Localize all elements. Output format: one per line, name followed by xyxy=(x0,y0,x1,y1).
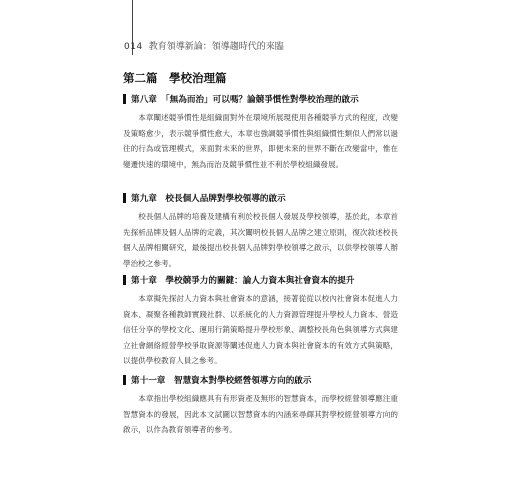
chapter-summary: 本章擬先探討人力資本與社會資本的意涵，接著從從以校內社會資本促進人力資本、凝聚各種教師實踐社群、以系統化的人力資源管理提升學校人力資本、營造信任分享的學校文化、運用行銷策略提升學校形象、調整校長角色與領導方式與建立社會網絡經營學校爭取資源等闡述促進人力資本與社會資本的有效方式與策略，以提供學校教育人員之參考。 xyxy=(123,294,398,366)
chapter-heading xyxy=(123,374,398,386)
chapter-heading xyxy=(123,192,398,204)
chapter-summary: 校長個人品牌的培養及建構有利於校長個人發展及學校領導，基於此，本章首先探析品牌及個人品牌的定義，其次闡明校長個人品牌之建立原則，復次敘述校長個人品牌相關研究，最後提出校長個人品牌對學校領導之啟示，以供學校領導人辦學治校之參考。 xyxy=(123,212,398,268)
chapter-section-8 xyxy=(123,93,398,172)
chapter-heading-text: 第十章 學校競爭力的關鍵：論人力資本與社會資本的提升 xyxy=(131,276,355,286)
chapter-summary: 本章指出學校組織應具有有形資產及無形的智慧資本，而學校經營領導應注重智慧資本的發展，因此本文試圖以智慧資本的內涵來尋繹其對學校經營領導方向的啟示，以作為教育領導者的參考。 xyxy=(123,394,398,435)
heading-bar-icon xyxy=(123,193,126,203)
part-title: 第二篇 學校治理篇 xyxy=(123,71,227,85)
chapter-heading xyxy=(123,93,398,105)
chapter-heading-text: 第九章 校長個人品牌對學校領導的啟示 xyxy=(131,194,286,204)
heading-bar-icon xyxy=(123,375,126,385)
chapter-heading-text: 第八章 「無為而治」可以嗎？論競爭慣性對學校治理的啟示 xyxy=(131,95,359,105)
page-number: 014 xyxy=(124,42,143,52)
book-title: 教育領導新論：領導趨時代的來臨 xyxy=(148,42,284,52)
chapter-section-9 xyxy=(123,192,398,271)
heading-bar-icon xyxy=(123,275,126,285)
running-header xyxy=(124,39,284,52)
chapter-summary: 本章闡述競爭慣性是組織面對外在環境所展現使用各種競爭方式的程度，改變及策略愈少，表示競爭慣性愈大，本章也強調競爭慣性與組織慣性類似人們常以過往的行為或管理模式，來面對未來的世界，即便未來的世界不斷在改變當中，惟在變遷快速的環境中，無為而治及競爭慣性並不利於學校組織發展。 xyxy=(123,113,398,169)
chapter-heading-text: 第十一章 智慧資本對學校經營領導方向的啟示 xyxy=(131,376,312,386)
chapter-section-10 xyxy=(123,274,398,369)
heading-bar-icon xyxy=(123,94,126,104)
chapter-heading xyxy=(123,274,398,286)
chapter-section-11 xyxy=(123,374,398,438)
